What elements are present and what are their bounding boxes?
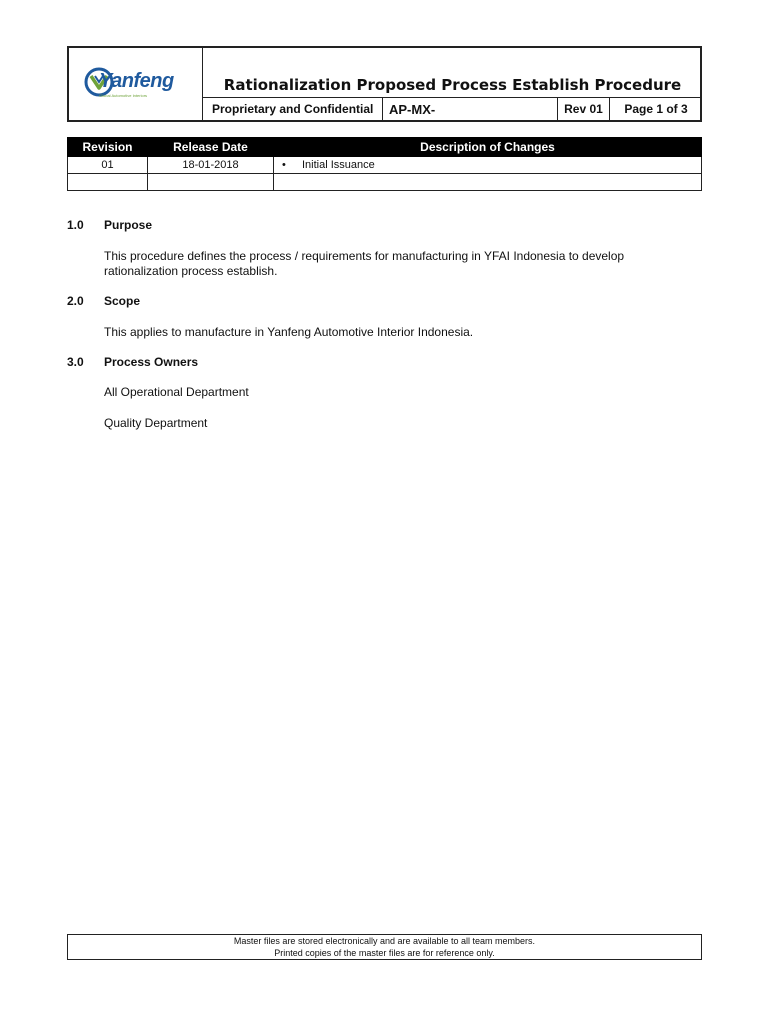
footer-line: Master files are stored electronically and are available to all team members. — [233, 936, 536, 946]
revision-cell — [68, 174, 148, 191]
revision-table — [67, 137, 702, 191]
logo-cell — [69, 48, 203, 120]
revision-cell: 01 — [68, 157, 148, 174]
document-footer — [67, 934, 702, 960]
description-cell — [274, 157, 702, 174]
purpose-paragraph: This procedure defines the process / requirements for manufacturing in YFAI Indonesia to develop rationalization process establish. — [104, 249, 625, 278]
revision-label: Rev 01 — [558, 98, 610, 120]
column-header-description: Description of Changes — [274, 138, 702, 157]
confidentiality-label: Proprietary and Confidential — [203, 98, 383, 120]
logo-tagline: Global Automotive Interiors — [99, 93, 148, 98]
section-title: Purpose — [104, 218, 153, 232]
footer-line: Printed copies of the master files are for reference only. — [274, 948, 495, 958]
table-row — [68, 157, 702, 174]
revision-table-header — [68, 138, 702, 157]
description-text: Initial Issuance — [302, 159, 375, 171]
section-number: 2.0 — [67, 294, 84, 308]
document-title: Rationalization Proposed Process Establish Procedure — [223, 76, 682, 94]
description-cell — [274, 174, 702, 191]
page-number: Page 1 of 3 — [624, 102, 688, 116]
bullet-icon: • — [282, 159, 286, 171]
release-date-cell — [148, 174, 274, 191]
column-header-release-date: Release Date — [148, 138, 274, 157]
column-header-revision: Revision — [68, 138, 148, 157]
header-meta-row — [203, 97, 702, 120]
section-title: Scope — [104, 294, 141, 308]
process-owner-item: All Operational Department — [104, 385, 249, 399]
section-number: 1.0 — [67, 218, 84, 232]
section-number: 3.0 — [67, 355, 84, 369]
document-code: AP-MX- — [383, 98, 558, 120]
table-row — [68, 174, 702, 191]
release-date-cell: 18-01-2018 — [148, 157, 274, 174]
process-owner-item: Quality Department — [104, 416, 208, 430]
logo-wordmark: Yanfeng — [99, 70, 174, 92]
document-header — [67, 46, 702, 122]
scope-paragraph: This applies to manufacture in Yanfeng Automotive Interior Indonesia. — [104, 325, 474, 339]
section-title: Process Owners — [104, 355, 199, 369]
